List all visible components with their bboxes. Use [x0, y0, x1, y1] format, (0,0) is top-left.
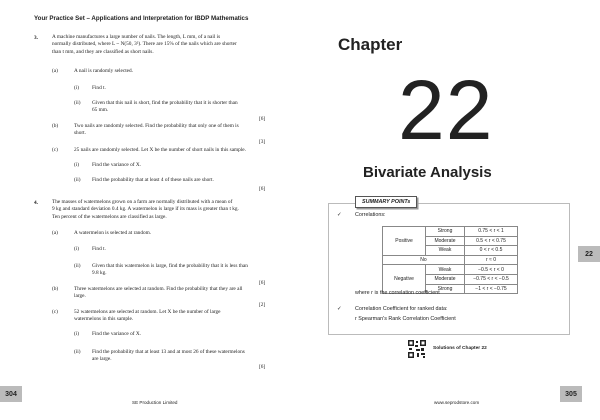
- ranked-label: Correlation Coefficient for ranked data:: [355, 306, 448, 312]
- q4cii-line: are large.: [92, 356, 112, 363]
- q3a-label: (a): [52, 68, 58, 74]
- chapter-number: 22: [398, 63, 494, 157]
- q4cii-line: Find the probability that at least 13 and at most 26 of these watermelons: [92, 349, 245, 355]
- q3-stem-line: normally distributed, where L ~ N(50, 3²). There are 15% of the nails which are shorter: [52, 41, 237, 48]
- q3b-mark: [3]: [259, 139, 266, 145]
- q4cii-label: (ii): [74, 349, 81, 355]
- q3ci-text: Find the variance of X.: [92, 162, 141, 168]
- where-text: where r is the correlation coefficient: [355, 290, 440, 296]
- q4-stem-line: Ten percent of the watermelons are classified as large.: [52, 213, 167, 220]
- q3c-text: 25 nails are randomly selected. Let X be the number of short nails in this sample.: [74, 147, 246, 153]
- q4c-text: [74, 309, 221, 324]
- q3aii-line: Given that this nail is short, find the probability that it is shorter than: [92, 100, 238, 106]
- q4aii-text: [92, 263, 248, 278]
- q4b-line: large.: [74, 293, 86, 300]
- q3ci-label: (i): [74, 162, 79, 168]
- page-header: Your Practice Set – Applications and Interpretation for IBDP Mathematics: [34, 15, 249, 22]
- q3c-label: (c): [52, 147, 58, 153]
- range-cell: r ≈ 0: [465, 255, 518, 265]
- no-correlation-label: No: [383, 255, 465, 265]
- q4a-mark: [6]: [259, 280, 266, 286]
- summary-title: SUMMARY POINTs: [355, 196, 417, 208]
- q4ai-label: (i): [74, 246, 79, 252]
- q4c-label: (c): [52, 309, 58, 315]
- question-4-number: 4.: [34, 200, 38, 206]
- q4aii-label: (ii): [74, 263, 81, 269]
- q3aii-label: (ii): [74, 100, 81, 106]
- q3ai-label: (i): [74, 85, 79, 91]
- q3b-label: (b): [52, 123, 59, 129]
- range-cell: 0 < r < 0.5: [465, 246, 518, 256]
- range-cell: 0.75 < r < 1: [465, 227, 518, 237]
- chapter-side-tab: 22: [578, 246, 600, 262]
- q4b-label: (b): [52, 286, 59, 292]
- q4ci-label: (i): [74, 331, 79, 337]
- q4a-label: (a): [52, 230, 58, 236]
- range-cell: −1 < r < −0.75: [465, 284, 518, 294]
- spearman-text: r Spearman's Rank Correlation Coefficient: [355, 316, 456, 322]
- correlation-table: [382, 226, 518, 294]
- correlations-label: Correlations:: [355, 212, 386, 218]
- range-cell: 0.5 < r < 0.75: [465, 236, 518, 246]
- q4c-line: 52 watermelons are selected at random. Let X be the number of large: [74, 309, 221, 315]
- q3b-line: short.: [74, 130, 86, 137]
- left-footer: SE Production Limited: [132, 400, 178, 405]
- q4c-mark: [6]: [259, 364, 266, 370]
- bullet-check-icon: ✓: [337, 212, 342, 218]
- chapter-topic: Bivariate Analysis: [363, 164, 492, 181]
- q3ai-text: Find t.: [92, 85, 106, 91]
- strength-cell: Weak: [426, 265, 465, 275]
- q4b-line: Three watermelons are selected at random. Find the probability that they are all: [74, 286, 243, 292]
- chapter-word: Chapter: [338, 35, 403, 54]
- q4cii-text: [92, 349, 245, 364]
- negative-label: Negative: [383, 265, 426, 294]
- q4ai-text: Find t.: [92, 246, 106, 252]
- q4b-text: [74, 286, 242, 301]
- q4-stem-line: 9 kg and standard deviation 0.4 kg. A watermelon is large if its mass is greater than t kg.: [52, 206, 239, 213]
- strength-cell: Moderate: [426, 274, 465, 284]
- q3cii-text: Find the probability that at least 4 of these nails are short.: [92, 177, 214, 183]
- q4c-line: watermelons in this sample.: [74, 316, 134, 323]
- q4aii-line: 9.8 kg.: [92, 270, 107, 277]
- q3b-text: [74, 123, 239, 138]
- q4b-mark: [2]: [259, 302, 266, 308]
- bullet-check-icon: ✓: [337, 306, 342, 312]
- question-3-stem: [52, 34, 237, 56]
- strength-cell: Strong: [426, 284, 465, 294]
- qr-code-icon[interactable]: [408, 340, 426, 358]
- positive-label: Positive: [383, 227, 426, 256]
- q4aii-line: Given that this watermelon is large, find the probability that it is less than: [92, 263, 248, 269]
- strength-cell: Moderate: [426, 236, 465, 246]
- solutions-link[interactable]: Solutions of Chapter 22: [433, 346, 487, 351]
- strength-cell: Strong: [426, 227, 465, 237]
- q4-stem-line: The masses of watermelons grown on a farm are normally distributed with a mean of: [52, 199, 233, 205]
- range-cell: −0.5 < r < 0: [465, 265, 518, 275]
- q4a-text: A watermelon is selected at random.: [74, 230, 152, 236]
- right-footer: www.seprodstore.com: [434, 400, 480, 405]
- q3-stem-line: A machine manufactures a large number of nails. The length, L mm, of a nail is: [52, 34, 221, 40]
- q3aii-line: 65 mm.: [92, 107, 109, 114]
- strength-cell: Weak: [426, 246, 465, 256]
- question-4-stem: [52, 199, 239, 221]
- left-page-number: 304: [0, 386, 22, 402]
- range-cell: −0.75 < r < −0.5: [465, 274, 518, 284]
- q3aii-text: [92, 100, 238, 115]
- right-page-number: 305: [560, 386, 582, 402]
- question-3-number: 3.: [34, 35, 38, 41]
- q3cii-label: (ii): [74, 177, 81, 183]
- q3a-text: A nail is randomly selected.: [74, 68, 133, 74]
- q3c-mark: [6]: [259, 186, 266, 192]
- q3a-mark: [6]: [259, 116, 266, 122]
- q3-stem-line: than t mm, and they are classified as short nails.: [52, 48, 154, 55]
- q4ci-text: Find the variance of X.: [92, 331, 141, 337]
- q3b-line: Two nails are randomly selected. Find the probability that only one of them is: [74, 123, 239, 129]
